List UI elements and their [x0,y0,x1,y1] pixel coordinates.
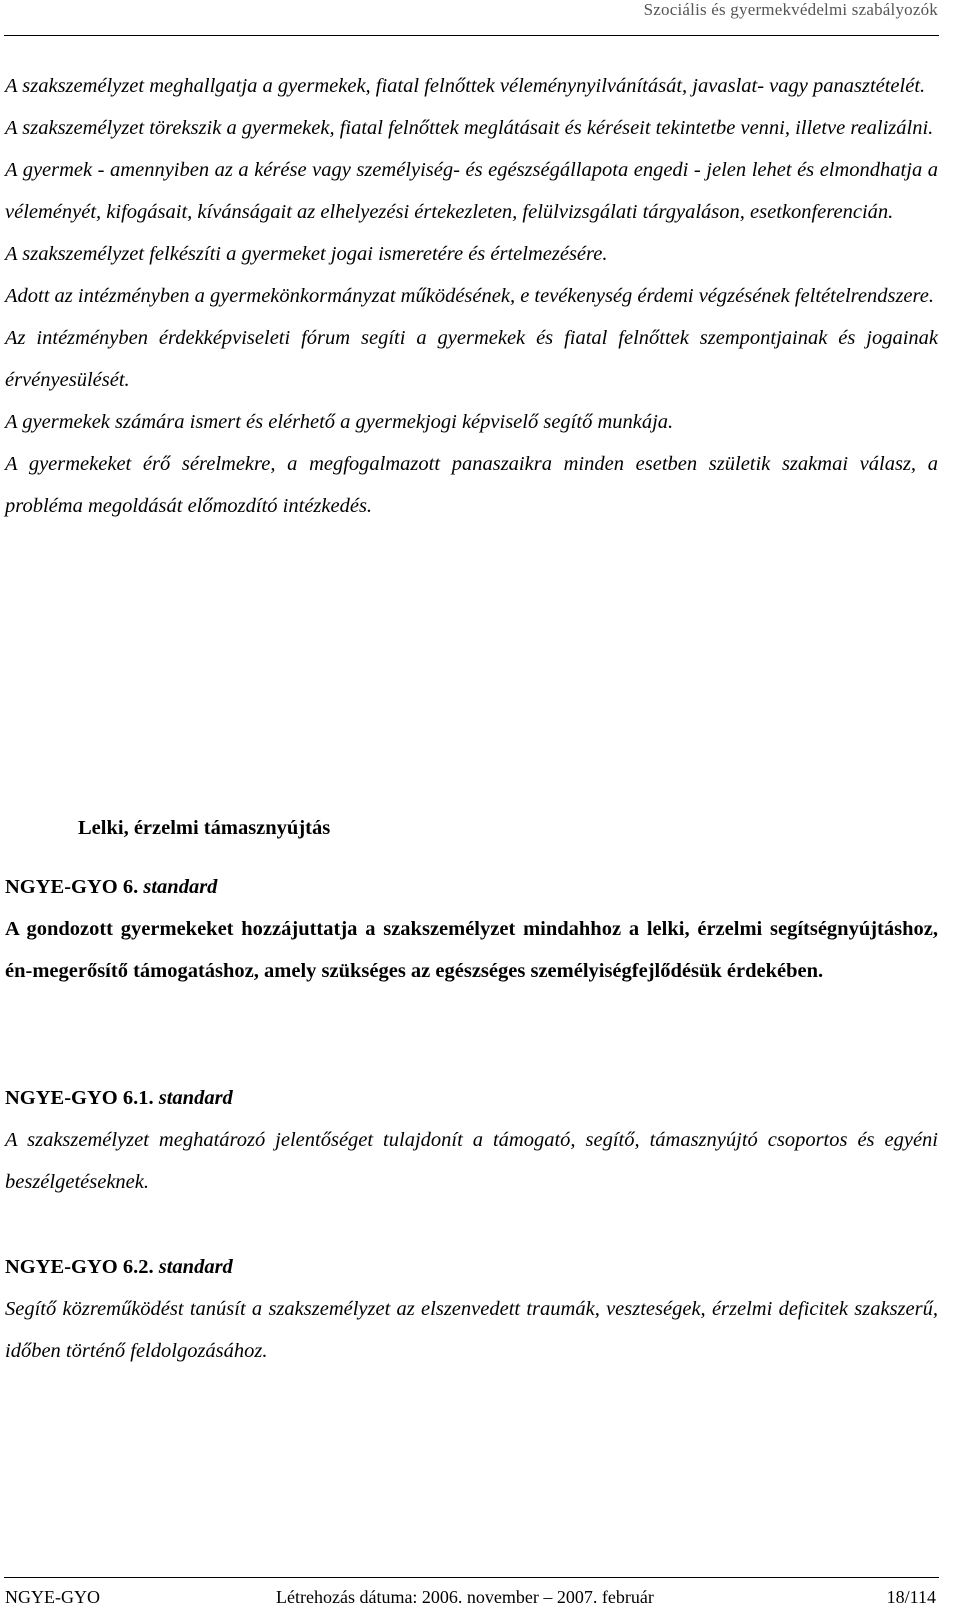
header-divider [4,35,939,36]
paragraph: A szakszemélyzet felkészíti a gyermeket jogai ismeretére és értelmezésére. [5,243,608,265]
intro-section [5,65,938,527]
standard-block [5,866,938,992]
page-footer [0,1577,960,1613]
page-header [0,0,960,42]
footer-divider [4,1577,939,1578]
standard-text: A szakszemélyzet meghatározó jelentőséget tulajdonít a támogató, segítő, támasznyújtó csoportos és egyéni beszélgetéseknek. [5,1129,938,1193]
standard-code-prefix: NGYE-GYO 6.2. [5,1256,154,1278]
page-number: 18/114 [886,1587,936,1607]
standard-code-suffix: standard [143,876,218,898]
standard-text: Segítő közreműködést tanúsít a szakszemélyzet az elszenvedett traumák, veszteségek, érzelmi deficitek szakszerű, időben történő feldolgozásához. [5,1298,938,1362]
standard-text: A gondozott gyermekeket hozzájuttatja a szakszemélyzet mindahhoz a lelki, érzelmi segítségnyújtáshoz, én-megerősítő támogatáshoz, amely szükséges az egészséges személyiségfejlődésük érdekében. [5,918,938,982]
paragraph: A szakszemélyzet törekszik a gyermekek, fiatal felnőttek meglátásait és kéréseit tekintetbe venni, illetve realizálni. [5,117,934,139]
paragraph: A gyermekeket érő sérelmekre, a megfogalmazott panaszaikra minden esetben születik szakmai válasz, a probléma megoldását előmozdító intézkedés. [5,453,938,517]
standard-code [5,1246,938,1288]
paragraph: A gyermek - amennyiben az a kérése vagy személyiség- és egészségállapota engedi - jelen lehet és elmondhatja a véleményét, kifogásait, kívánságait az elhelyezési értekezleten, felülvizsgálati tárgyaláson, esetkonferencián. [5,159,938,223]
paragraph: Az intézményben érdekképviseleti fórum segíti a gyermekek és fiatal felnőttek szempontjainak és jogainak érvényesülését. [5,327,938,391]
standard-block [5,1077,938,1203]
paragraph: A szakszemélyzet meghallgatja a gyermekek, fiatal felnőttek véleménynyilvánítását, javaslat- vagy panasztételét. [5,75,926,97]
standard-code-prefix: NGYE-GYO 6.1. [5,1087,154,1109]
standard-code-suffix: standard [158,1087,233,1109]
standard-block [5,1246,938,1372]
standard-code [5,866,938,908]
paragraph: Adott az intézményben a gyermekönkormányzat működésének, e tevékenység érdemi végzésének feltételrendszere. [5,285,934,307]
section-title: Lelki, érzelmi támasznyújtás [78,817,331,839]
footer-doc-code: NGYE-GYO [5,1587,100,1607]
footer-creation-date: Létrehozás dátuma: 2006. november – 2007. február [276,1587,654,1607]
paragraph: A gyermekek számára ismert és elérhető a gyermekjogi képviselő segítő munkája. [5,411,674,433]
header-title: Szociális és gyermekvédelmi szabályozók [643,0,938,19]
standard-code-prefix: NGYE-GYO 6. [5,876,139,898]
standard-code-suffix: standard [158,1256,233,1278]
standard-code [5,1077,938,1119]
